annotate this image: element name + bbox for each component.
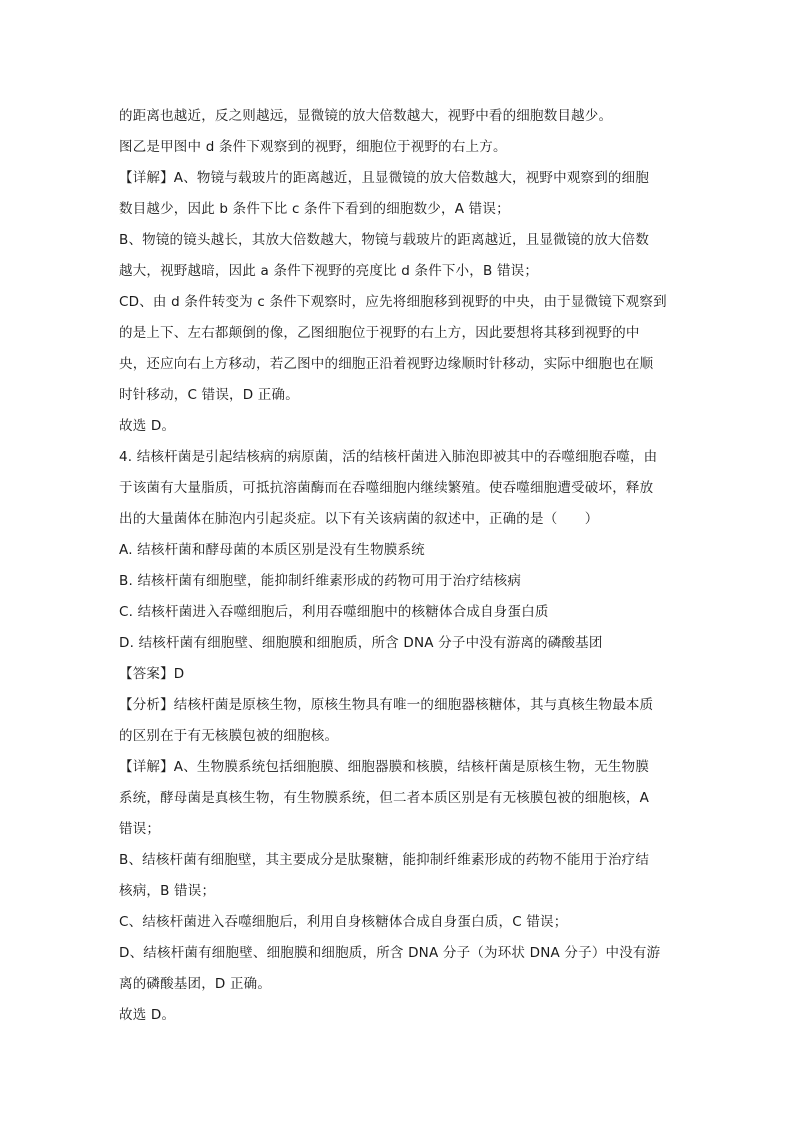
- explanation-line: C、结核杆菌进入吞噬细胞后，利用自身核糖体合成自身蛋白质，C 错误；: [119, 914, 568, 930]
- text-line: 故选 D。: [119, 418, 176, 434]
- text-line: 数目越少，因此 b 条件下比 c 条件下看到的细胞数少，A 错误；: [119, 201, 510, 217]
- option-a: A. 结核杆菌和酵母菌的本质区别是没有生物膜系统: [119, 542, 425, 558]
- text-line: 【详解】A、物镜与载玻片的距离越近，且显微镜的放大倍数越大，视野中观察到的细胞: [119, 170, 650, 186]
- analysis-line: 【分析】结核杆菌是原核生物，原核生物具有唯一的细胞器核糖体，其与真核生物最本质: [119, 697, 654, 713]
- text-line: 越大，视野越暗，因此 a 条件下视野的亮度比 d 条件下小，B 错误；: [119, 263, 539, 279]
- text-line: 的距离也越近，反之则越远，显微镜的放大倍数越大，视野中看的细胞数目越少。: [119, 108, 613, 124]
- explanation-line: 【详解】A、生物膜系统包括细胞膜、细胞器膜和核膜，结核杆菌是原核生物，无生物膜: [119, 759, 650, 775]
- option-b: B. 结核杆菌有细胞壁，能抑制纤维素形成的药物可用于治疗结核病: [119, 573, 522, 589]
- explanation-line: 错误；: [119, 821, 161, 837]
- explanation-line: 系统，酵母菌是真核生物，有生物膜系统，但二者本质区别是有无核膜包被的细胞核，A: [119, 790, 650, 806]
- text-line: 时针移动，C 错误，D 正确。: [119, 387, 299, 403]
- explanation-line: D、结核杆菌有细胞壁、细胞膜和细胞质，所含 DNA 分子（为环状 DNA 分子）中没有游: [119, 945, 661, 961]
- text-line: 图乙是甲图中 d 条件下观察到的视野，细胞位于视野的右上方。: [119, 139, 507, 155]
- question-line: 4. 结核杆菌是引起结核病的病原菌，活的结核杆菌进入肺泡即被其中的吞噬细胞吞噬，由: [119, 449, 658, 465]
- question-line: 于该菌有大量脂质，可抵抗溶菌酶而在吞噬细胞内继续繁殖。使吞噬细胞遭受破坏，释放: [119, 480, 654, 496]
- document-body: [119, 101, 679, 1031]
- explanation-line: B、结核杆菌有细胞壁，其主要成分是肽聚糖，能抑制纤维素形成的药物不能用于治疗结: [119, 852, 650, 868]
- text-line: B、物镜的镜头越长，其放大倍数越大，物镜与载玻片的距离越近，且显微镜的放大倍数: [119, 232, 650, 248]
- option-d: D. 结核杆菌有细胞壁、细胞膜和细胞质，所含 DNA 分子中没有游离的磷酸基团: [119, 635, 603, 651]
- text-line: CD、由 d 条件转变为 c 条件下观察时，应先将细胞移到视野的中央，由于显微镜下观察到: [119, 294, 667, 310]
- answer-line: 【答案】D: [119, 666, 185, 682]
- text-line: 央，还应向右上方移动，若乙图中的细胞正沿着视野边缘顺时针移动，实际中细胞也在顺: [119, 356, 654, 372]
- explanation-line: 离的磷酸基团，D 正确。: [119, 976, 272, 992]
- text-line: 的是上下、左右都颠倒的像，乙图细胞位于视野的右上方，因此要想将其移到视野的中: [119, 325, 640, 341]
- explanation-line: 核病，B 错误；: [119, 883, 216, 899]
- question-line: 出的大量菌体在肺泡内引起炎症。以下有关该病菌的叙述中，正确的是（ ）: [119, 511, 599, 527]
- analysis-line: 的区别在于有无核膜包被的细胞核。: [119, 728, 339, 744]
- conclusion-line: 故选 D。: [119, 1007, 176, 1023]
- option-c: C. 结核杆菌进入吞噬细胞后，利用吞噬细胞中的核糖体合成自身蛋白质: [119, 604, 549, 620]
